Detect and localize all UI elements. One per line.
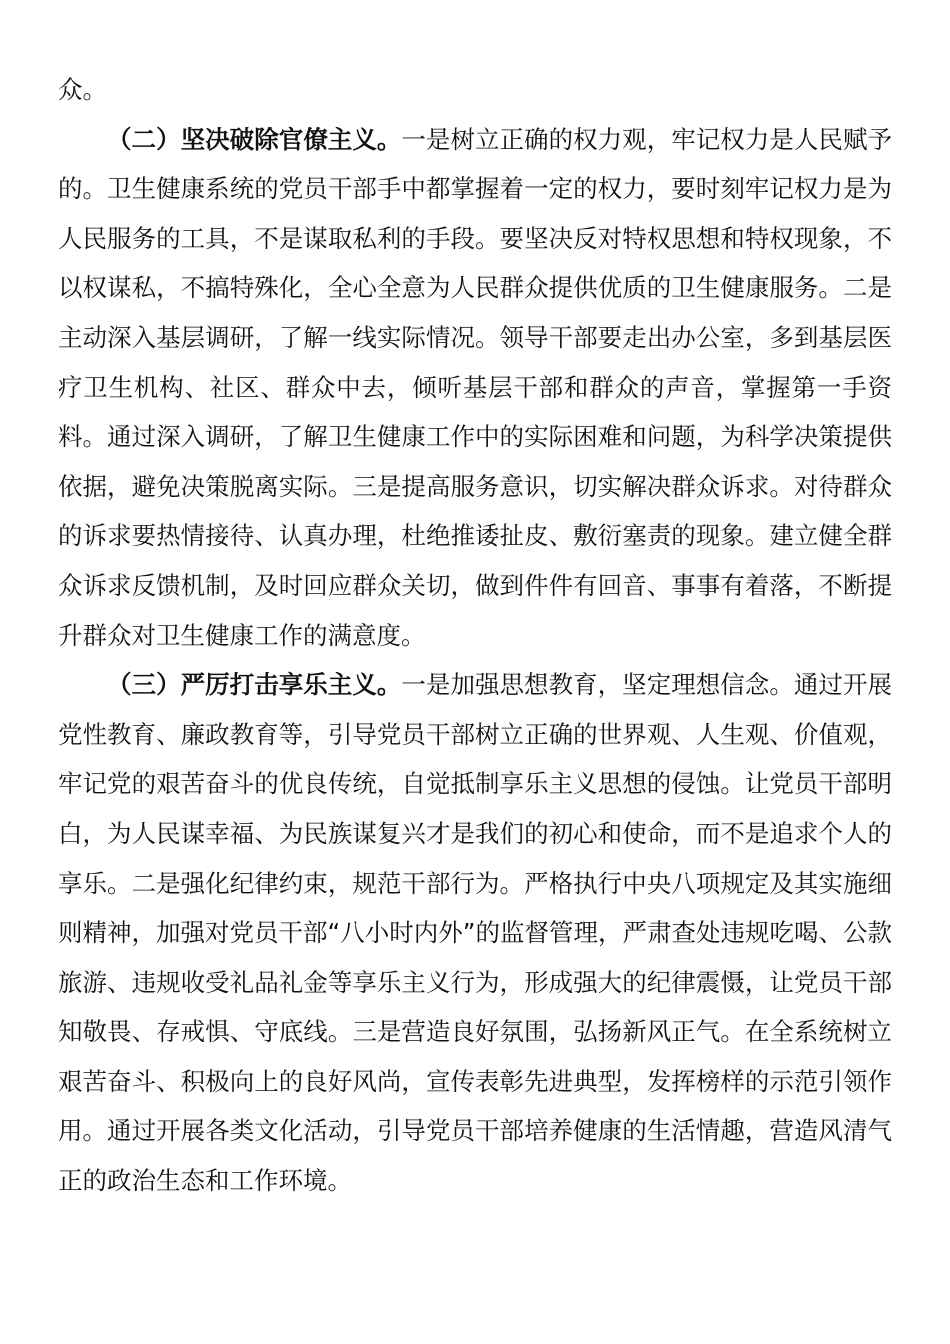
section-heading: （二）坚决破除官僚主义。 [107, 124, 402, 154]
section-heading: （三）严厉打击享乐主义。 [107, 670, 402, 700]
paragraph-section-2 [58, 115, 892, 661]
document-page [58, 65, 892, 1206]
paragraph-section-3 [58, 660, 892, 1206]
paragraph-continuation [58, 65, 892, 115]
paragraph-body: 一是加强思想教育，坚定理想信念。通过开展党性教育、廉政教育等，引导党员干部树立正确的世界观、人生观、价值观，牢记党的艰苦奋斗的优良传统，自觉抵制享乐主义思想的侵蚀。让党员干部明白，为人民谋幸福、为民族谋复兴才是我们的初心和使命，而不是追求个人的享乐。二是强化纪律约束，规范干部行为。严格执行中央八项规定及其实施细则精神，加强对党员干部“八小时内外”的监督管理，严肃查处违规吃喝、公款旅游、违规收受礼品礼金等享乐主义行为，形成强大的纪律震慑，让党员干部知敬畏、存戒惧、守底线。三是营造良好氛围，弘扬新风正气。在全系统树立艰苦奋斗、积极向上的良好风尚，宣传表彰先进典型，发挥榜样的示范引领作用。通过开展各类文化活动，引导党员干部培养健康的生活情趣，营造风清气正的政治生态和工作环境。 [58, 670, 893, 1196]
paragraph-body: 一是树立正确的权力观，牢记权力是人民赋予的。卫生健康系统的党员干部手中都掌握着一定的权力，要时刻牢记权力是为人民服务的工具，不是谋取私利的手段。要坚决反对特权思想和特权现象，不以权谋私，不搞特殊化，全心全意为人民群众提供优质的卫生健康服务。二是主动深入基层调研，了解一线实际情况。领导干部要走出办公室，多到基层医疗卫生机构、社区、群众中去，倾听基层干部和群众的声音，掌握第一手资料。通过深入调研，了解卫生健康工作中的实际困难和问题，为科学决策提供依据，避免决策脱离实际。三是提高服务意识，切实解决群众诉求。对待群众的诉求要热情接待、认真办理，杜绝推诿扯皮、敷衍塞责的现象。建立健全群众诉求反馈机制，及时回应群众关切，做到件件有回音、事事有着落，不断提升群众对卫生健康工作的满意度。 [58, 124, 893, 650]
paragraph-body: 众。 [58, 75, 107, 104]
